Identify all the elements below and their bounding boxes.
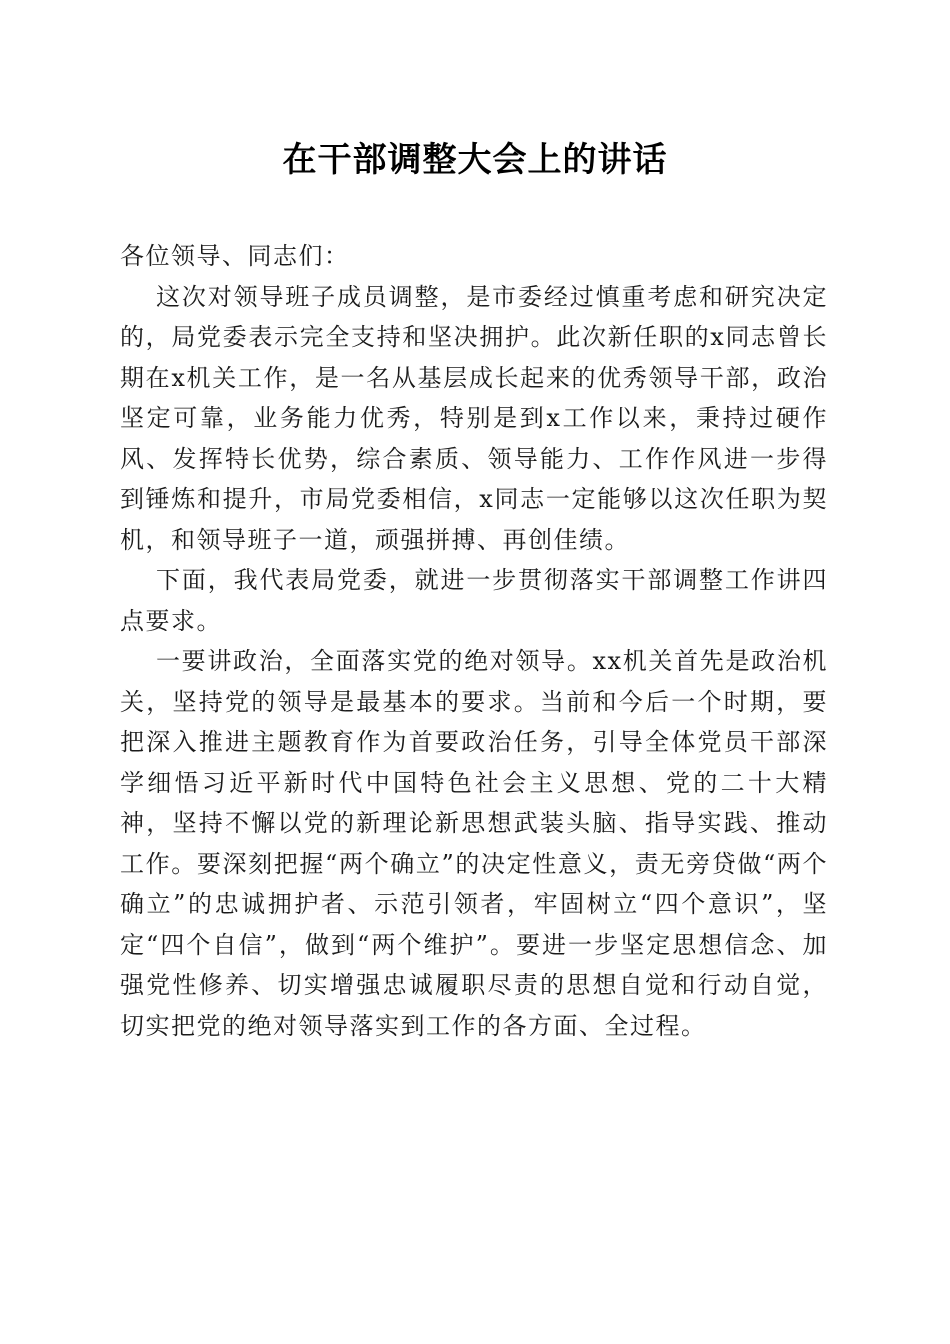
salutation: 各位领导、同志们：: [120, 242, 350, 270]
paragraph-2: 下面，我代表局党委，就进一步贯彻落实干部调整工作讲四点要求。: [120, 566, 828, 635]
document-body: [120, 236, 828, 1046]
paragraph-1: 这次对领导班子成员调整，是市委经过慎重考虑和研究决定的，局党委表示完全支持和坚决拥护。此次新任职的x同志曾长期在x机关工作，是一名从基层成长起来的优秀领导干部，政治坚定可靠，业务能力优秀，特别是到x工作以来，秉持过硬作风、发挥特长优势，综合素质、领导能力、工作作风进一步得到锤炼和提升，市局党委相信，x同志一定能够以这次任职为契机，和领导班子一道，顽强拼搏、再创佳绩。: [120, 282, 828, 554]
document-title: 在干部调整大会上的讲话: [282, 140, 668, 180]
paragraph-3: 一要讲政治，全面落实党的绝对领导。xx机关首先是政治机关，坚持党的领导是最基本的要求。当前和今后一个时期，要把深入推进主题教育作为首要政治任务，引导全体党员干部深学细悟习近平新时代中国特色社会主义思想、党的二十大精神，坚持不懈以党的新理论新思想武装头脑、指导实践、推动工作。要深刻把握“两个确立”的决定性意义，责无旁贷做“两个确立”的忠诚拥护者、示范引领者，牢固树立“四个意识”，坚定“四个自信”，做到“两个维护”。要进一步坚定思想信念、加强党性修养、切实增强忠诚履职尽责的思想自觉和行动自觉，切实把党的绝对领导落实到工作的各方面、全过程。: [120, 647, 828, 1040]
